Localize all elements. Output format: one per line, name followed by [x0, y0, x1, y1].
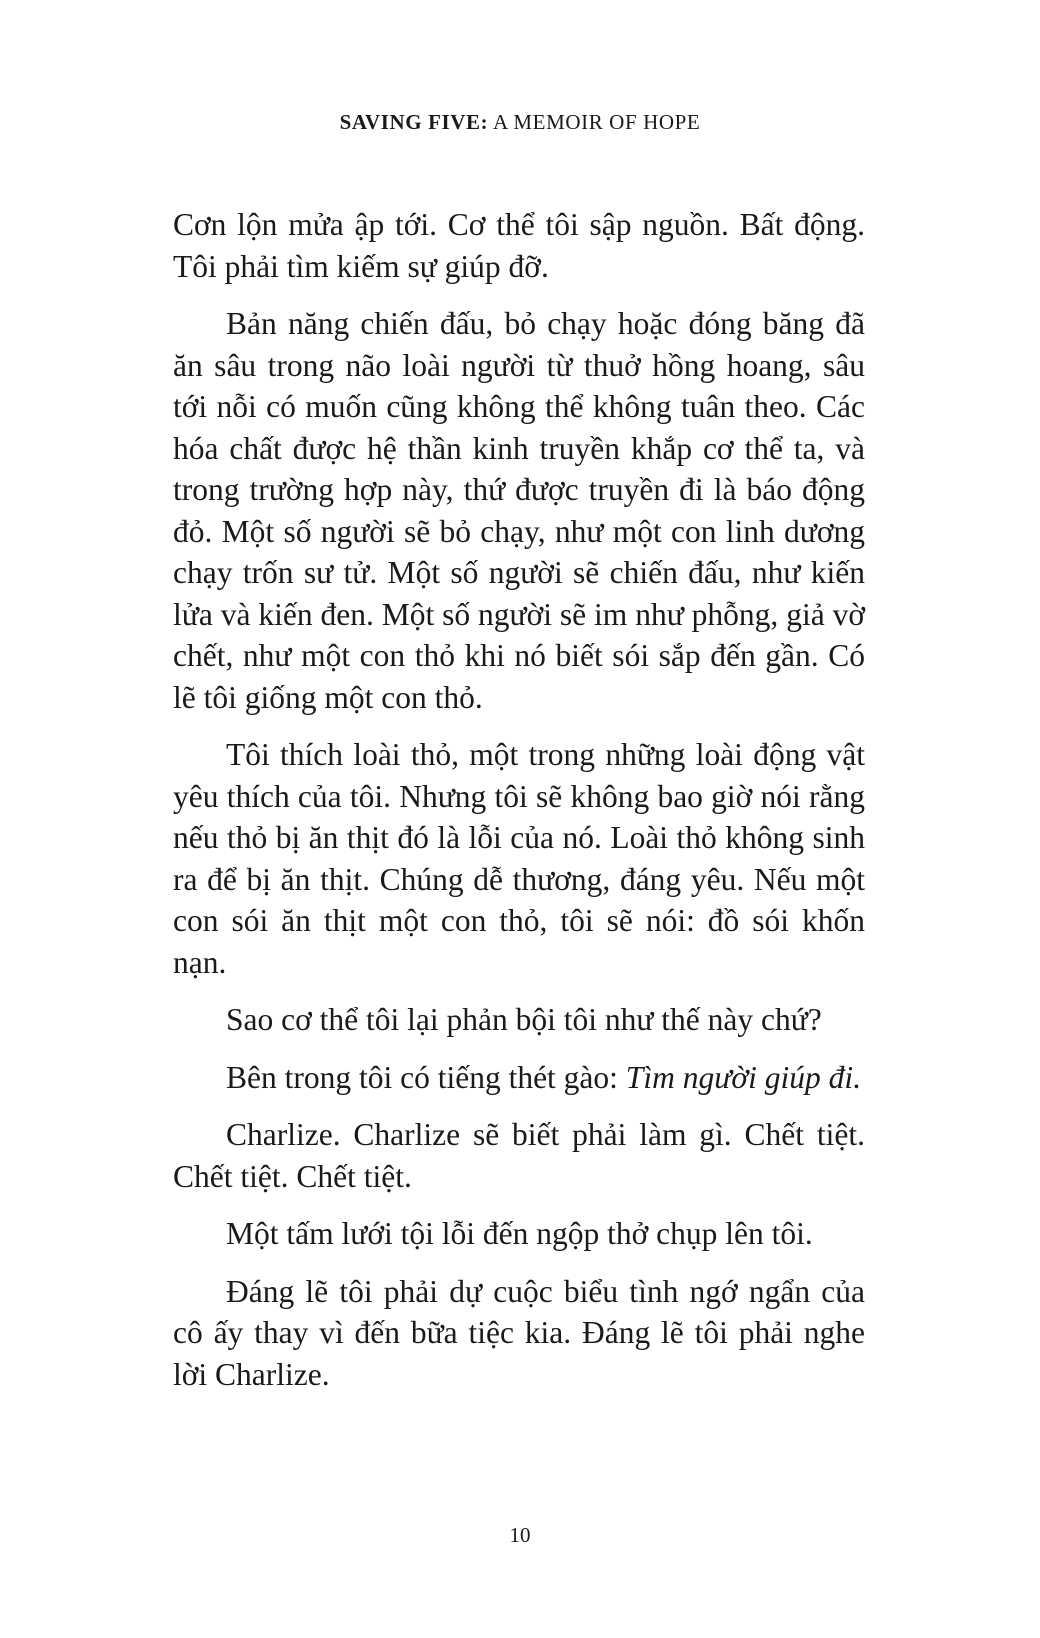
- running-header: [0, 110, 1040, 135]
- paragraph: Đáng lẽ tôi phải dự cuộc biểu tình ngớ ngẩn của cô ấy thay vì đến bữa tiệc kia. Đáng lẽ tôi phải nghe lời Charlize.: [173, 1273, 865, 1392]
- paragraph: Một tấm lưới tội lỗi đến ngộp thở chụp lên tôi.: [226, 1216, 813, 1251]
- book-title: SAVING FIVE:: [339, 110, 489, 134]
- book-subtitle: A MEMOIR OF HOPE: [488, 110, 701, 134]
- italic-quote: Tìm người giúp đi.: [625, 1059, 862, 1095]
- body-text: [173, 204, 865, 1411]
- paragraph: Sao cơ thể tôi lại phản bội tôi như thế này chứ?: [226, 1002, 822, 1037]
- paragraph: Charlize. Charlize sẽ biết phải làm gì. Chết tiệt. Chết tiệt. Chết tiệt.: [173, 1117, 865, 1194]
- paragraph: Tôi thích loài thỏ, một trong những loài động vật yêu thích của tôi. Nhưng tôi sẽ không bao giờ nói rằng nếu thỏ bị ăn thịt đó là lỗi của nó. Loài thỏ không sinh ra để bị ăn thịt. Chúng dễ thương, đáng yêu. Nếu một con sói ăn thịt một con thỏ, tôi sẽ nói: đồ sói khốn nạn.: [173, 737, 865, 980]
- paragraph: [173, 1057, 865, 1099]
- page-number: 10: [509, 1523, 531, 1547]
- paragraph: Cơn lộn mửa ập tới. Cơ thể tôi sập nguồn. Bất động. Tôi phải tìm kiếm sự giúp đỡ.: [173, 207, 865, 284]
- paragraph: Bản năng chiến đấu, bỏ chạy hoặc đóng băng đã ăn sâu trong não loài người từ thuở hồng hoang, sâu tới nỗi có muốn cũng không thể không tuân theo. Các hóa chất được hệ thần kinh truyền khắp cơ thể ta, và trong trường hợp này, thứ được truyền đi là báo động đỏ. Một số người sẽ bỏ chạy, như một con linh dương chạy trốn sư tử. Một số người sẽ chiến đấu, như kiến lửa và kiến đen. Một số người sẽ im như phỗng, giả vờ chết, như một con thỏ khi nó biết sói sắp đến gần. Có lẽ tôi giống một con thỏ.: [173, 306, 865, 715]
- paragraph-text: Bên trong tôi có tiếng thét gào:: [226, 1059, 626, 1095]
